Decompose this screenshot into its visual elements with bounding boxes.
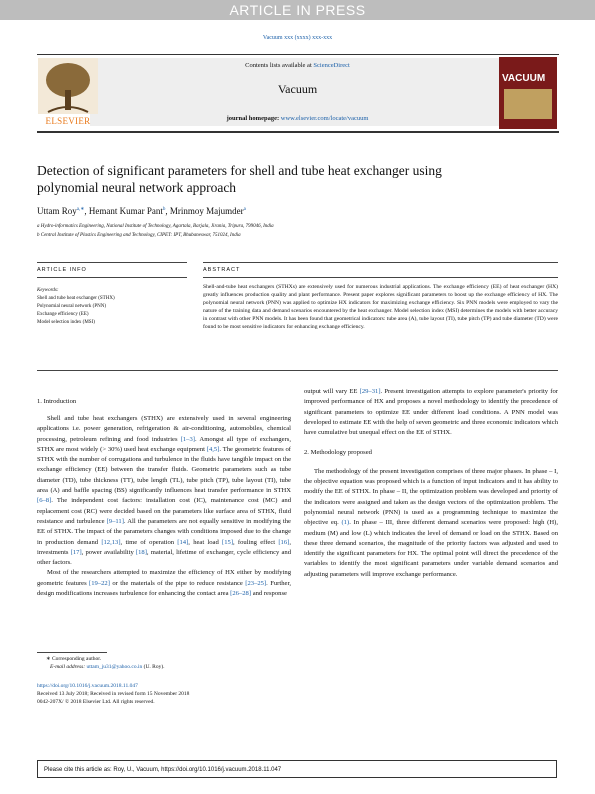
left-column <box>37 414 291 599</box>
citation-link[interactable]: [18] <box>135 548 147 556</box>
journal-name: Vacuum <box>277 82 318 96</box>
email-label: E-mail address: <box>50 664 87 670</box>
author-1[interactable]: Uttam Roy <box>37 206 77 216</box>
citation-link[interactable]: [14] <box>177 538 189 546</box>
abstract-rule <box>203 277 558 278</box>
body-text: output will vary EE <box>304 388 360 395</box>
body-text: , heat load <box>188 538 223 546</box>
article-title <box>37 162 557 196</box>
body-text: , investments <box>37 538 292 556</box>
intro-paragraph-2 <box>37 568 291 599</box>
received-dates: Received 13 July 2018; Received in revised form 15 November 2018 <box>37 691 190 697</box>
citation-link[interactable]: [15] <box>222 538 234 546</box>
corresponding-author-note: ∗ Corresponding author. <box>46 656 102 662</box>
email-suffix: (U. Roy). <box>142 664 165 670</box>
body-text: or the materials of the pipe to reduce resistance <box>109 579 246 587</box>
homepage-link[interactable]: www.elsevier.com/locate/vacuum <box>280 115 369 122</box>
journal-homepage <box>100 115 495 122</box>
contents-line <box>100 62 495 69</box>
keyword-item: Model selection index (MSI) <box>37 320 95 325</box>
body-text: , time of operation <box>120 538 178 546</box>
citation-link[interactable]: [29–31] <box>359 388 381 395</box>
body-text: and response <box>251 590 287 598</box>
article-info-rule <box>37 277 187 278</box>
citation-link[interactable]: [17] <box>70 548 82 556</box>
title-line-2: polynomial neural network approach <box>37 180 237 195</box>
journal-cover-image <box>504 89 552 119</box>
doi-link[interactable]: https://doi.org/10.1016/j.vacuum.2018.11.047 <box>37 683 138 689</box>
author-3-affil[interactable]: a <box>243 207 246 212</box>
author-2-affil[interactable]: b <box>162 207 166 212</box>
title-line-1: Detection of significant parameters for shell and tube heat exchanger using <box>37 163 442 178</box>
abstract-label: ABSTRACT <box>203 267 241 273</box>
body-text: The methodology of the present investigation comprises of three major phases. In phase – I, the objective equation was proposed which is a function of input indicators and it has ability to modify the EE of STHX. In phase – II, the optimization problem was developed and priority of the indicators were assigned and taken as the design vectors of the optimization problem. The polynomial neural network (PNN) is used as a programming technique to maximize the objective eq. <box>304 467 558 527</box>
citation-link[interactable]: [9–11] <box>106 517 124 525</box>
citation-link[interactable]: [26–28] <box>230 590 252 598</box>
body-text: . In phase – III, three different demand scenarios were proposed: high (H), medium (M) and low (L) which indicates the level of demand or load on the STHX. Based on these three demand scenarios, the magnitude of the priority factors was adjusted and used to identify the significant parameters for HX. The optimal point will direct the precedence of the variables to identify the most significant parameters under variable demand scenarios and adjusting parameters will improve exchange performance. <box>304 519 558 578</box>
elsevier-wordmark: ELSEVIER <box>45 116 91 126</box>
body-text: . Amongst all type of exchangers, STHX are most widely (> 30%) used heat exchange equipment <box>37 435 292 453</box>
article-info-label: ARTICLE INFO <box>37 267 87 273</box>
keyword-item: Exchange efficiency (EE) <box>37 312 89 317</box>
body-text: . The geometric features of STHX with the number of corrugations and turbulence in the fluids have tangible impact on the exchange efficiency (EE) between the transfer fluids. Geometric parameters such as tube diameter (TD), tube thickness (TT), tube length (TL), tube pitch (TP), tube layout (TI), tube area (A) and baffle spacing (BS) significantly influences heat transfer performance in STHX <box>37 445 291 495</box>
body-text: . The independent cost factors: installation cost (IC), maintenance cost (MC) and replacement cost (RC) were decided based on the parameters like surface area of STHX, fluid resistance and turbulence <box>37 497 291 525</box>
citation-link[interactable]: [1–3] <box>180 435 195 443</box>
citation-link[interactable]: [16] <box>278 538 290 546</box>
copyright-line: 0042-207X/ © 2018 Elsevier Ltd. All rights reserved. <box>37 699 155 705</box>
citation-link[interactable]: [23–25] <box>245 579 267 587</box>
sciencedirect-link[interactable]: ScienceDirect <box>313 62 350 69</box>
keyword-item: Polynomial neural network (PNN) <box>37 304 107 309</box>
email-link[interactable]: uttam_ju31@yahoo.co.in <box>86 664 143 670</box>
citation-link[interactable]: (1) <box>341 519 350 527</box>
keywords-label: Keywords: <box>37 288 59 293</box>
body-text: . Present investigation attempts to explore parameter's priority for improved performance of HX and proposes a novel methodology to identify the precedence of significant parameters to optimize EE under different load conditions. A PNN model was developed to estimate EE with the help of seven geometric and three economic indicators which have cumulative but unequal effect on the EE of STHX. <box>304 388 558 437</box>
body-text: , fouling effect <box>233 538 279 546</box>
article-info-rule-top <box>37 262 187 263</box>
section-2-heading: 2. Methodology proposed <box>304 449 372 457</box>
homepage-label: journal homepage: <box>226 115 281 122</box>
right-column <box>304 387 558 580</box>
article-in-press-banner: ARTICLE IN PRESS <box>0 0 595 20</box>
citation-link[interactable]: [19–22] <box>89 579 110 587</box>
abstract-text: Shell-and-tube heat exchangers (STHXs) are extensively used for numerous industrial applications. The exchange efficiency (EE) of heat exchanger (HX) greatly influences production quality and plant performance. Present paper explores significant parameters to boost up the exchange efficiency of HX. The polynomial neural network (PNN) was applied to optimize HX indicators for maximizing exchange efficiency. Six PNN models were employed to vary the nature of the training data and demand scenarios encountered by the heat exchanger. Model selection index (MSI) determines the models with better accuracy in contrast with other PNN models. It has been found that geometrical indicators: tube area (A), tube layout (TI), tube pitch (TP) and tube diameter (TD) were found to be most sensitive indicators for enhancing exchange efficiency. <box>203 284 558 330</box>
citation-link[interactable]: [6–8] <box>37 497 52 505</box>
affiliation-b: b Central Institute of Plastics Engineering and Technology, CIPET: IPT, Bhubaneswar, 751024, India <box>37 233 241 238</box>
citation-link[interactable]: [12,13] <box>101 538 121 546</box>
section-1-heading: 1. Introduction <box>37 398 77 405</box>
body-text: . Further, design modifications increases turbulence for enhancing the contact area <box>37 579 292 598</box>
body-text: , material, lifetime of exchanger, cycle efficiency and other factors. <box>37 548 292 567</box>
journal-cover-title: VACUUM <box>502 73 546 84</box>
author-3[interactable]: , Mrinmoy Majumder <box>165 206 244 216</box>
body-text: Shell and tube heat exchangers (STHX) are extensively used in several engineering applications i.e. power generation, refrigeration & air-conditioning, automobiles, chemical processing, petroleum refining and food industries <box>37 415 291 443</box>
cite-this-article-box: Please cite this article as: Roy, U., Vacuum, https://doi.org/10.1016/j.vacuum.2018.11.047 <box>37 760 557 778</box>
journal-reference[interactable]: Vacuum xxx (xxxx) xxx-xxx <box>262 35 333 41</box>
methodology-paragraph <box>304 467 558 580</box>
author-2[interactable]: , Hemant Kumar Pant <box>84 206 163 216</box>
email-note <box>50 664 165 670</box>
author-list <box>37 206 557 216</box>
citation-link[interactable]: [4,5] <box>206 445 220 453</box>
contents-prefix: Contents lists available at <box>245 62 314 69</box>
footnote-rule <box>37 652 107 653</box>
intro-paragraph-1 <box>37 414 291 568</box>
affiliation-a: a Hydro-informatics Engineering, National Institute of Technology, Agartala, Barjala, Jirania, Tripura, 799046, India <box>37 224 274 229</box>
author-1-affil[interactable]: a,∗ <box>76 207 85 212</box>
keyword-item: Shell and tube heat exchanger (STHX) <box>37 296 115 301</box>
body-text: . All the parameters are not equally sensitive in modifying the EE of STHX. The impact of the parameters changes with conditions imposed due to the change in production demand <box>37 517 291 546</box>
abstract-bottom-rule <box>37 370 558 371</box>
abstract-rule-top <box>203 262 558 263</box>
intro-paragraph-3 <box>304 387 558 438</box>
body-text: Most of the researchers attempted to maximize the efficiency of HX either by modifying geometric features <box>37 569 291 587</box>
body-text: , power availability <box>81 548 136 556</box>
